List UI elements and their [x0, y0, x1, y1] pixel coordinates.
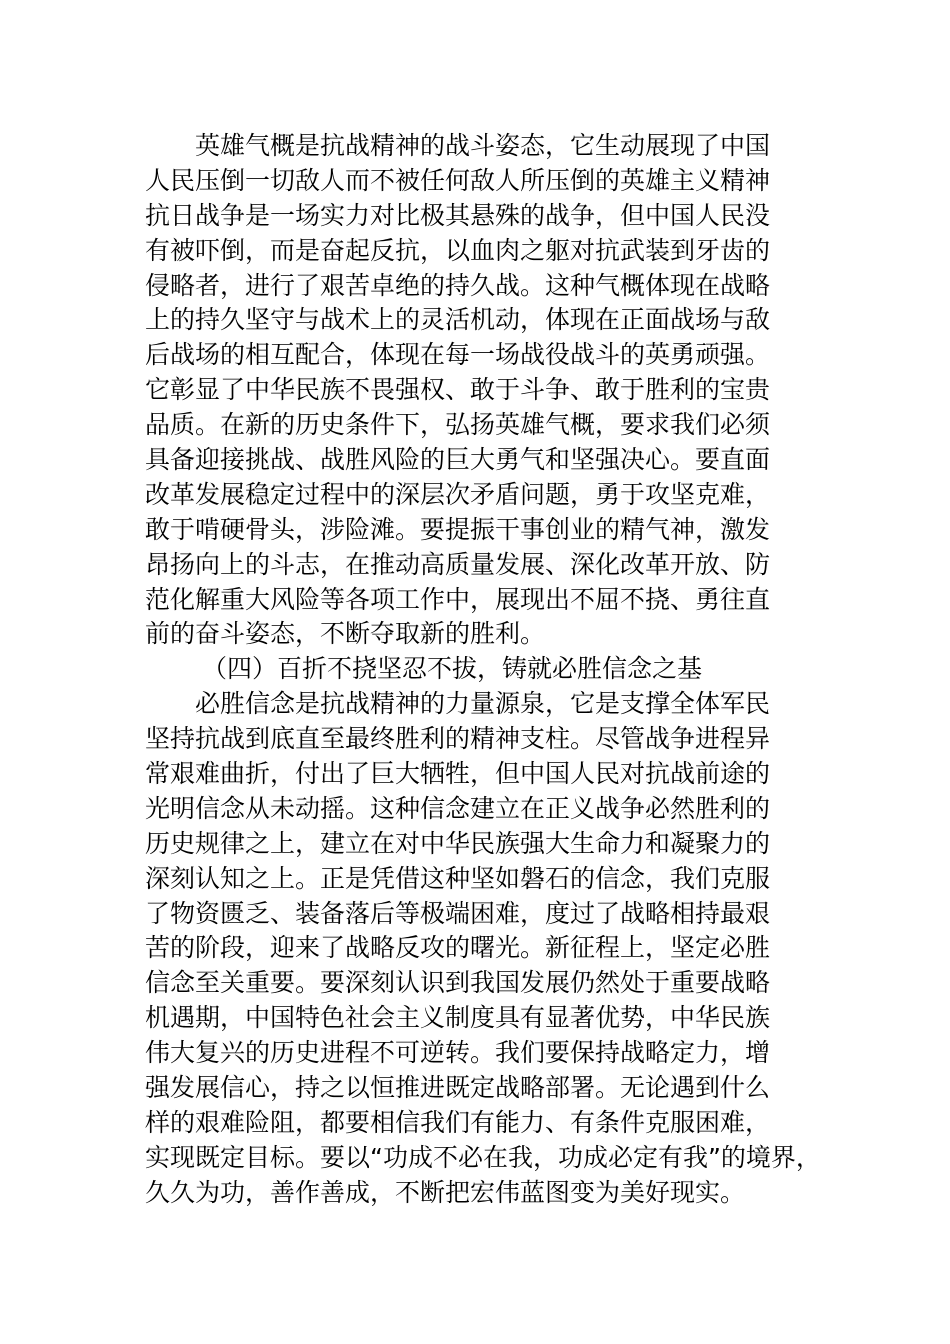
paragraph-line: 英雄气概是抗战精神的战斗姿态，它生动展现了中国 [195, 131, 771, 160]
paragraph-line: 范化解重大风险等各项工作中，展现出不屈不挠、勇往直 [145, 584, 771, 614]
paragraph-line: 了物资匮乏、装备落后等极端困难，度过了战略相持最艰 [145, 898, 771, 928]
paragraph-line: 样的艰难险阻，都要相信我们有能力、有条件克服困难， [145, 1107, 771, 1137]
paragraph-line: 具备迎接挑战、战胜风险的巨大勇气和坚强决心。要直面 [145, 445, 771, 475]
paragraph-line: 前的奋斗姿态，不断夺取新的胜利。 [145, 619, 546, 649]
paragraph-line: 光明信念从未动摇。这种信念建立在正义战争必然胜利的 [145, 793, 771, 823]
paragraph-heroic-spirit [145, 129, 835, 652]
paragraph-line: 实现既定目标。要以“功成不必在我，功成必定有我”的境界， [145, 1142, 821, 1172]
paragraph-line: 有被吓倒，而是奋起反抗，以血肉之躯对抗武装到牙齿的 [145, 235, 771, 265]
paragraph-line: 抗日战争是一场实力对比极其悬殊的战争，但中国人民没 [145, 200, 771, 230]
paragraph-line: 信念至关重要。要深刻认识到我国发展仍然处于重要战略 [145, 968, 771, 998]
paragraph-line: 深刻认知之上。正是凭借这种坚如磐石的信念，我们克服 [145, 863, 771, 893]
paragraph-line: 历史规律之上，建立在对中华民族强大生命力和凝聚力的 [145, 828, 771, 858]
section-heading: （四）百折不挠坚忍不拔，铸就必胜信念之基 [202, 654, 703, 684]
paragraph-line: 品质。在新的历史条件下，弘扬英雄气概，要求我们必须 [145, 410, 771, 440]
paragraph-line: 强发展信心，持之以恒推进既定战略部署。无论遇到什么 [145, 1073, 771, 1103]
paragraph-line: 伟大复兴的历史进程不可逆转。我们要保持战略定力，增 [145, 1038, 771, 1068]
paragraph-line: 必胜信念是抗战精神的力量源泉，它是支撑全体军民 [195, 689, 771, 719]
paragraph-firm-belief [145, 687, 835, 1210]
paragraph-line: 久久为功，善作善成，不断把宏伟蓝图变为美好现实。 [145, 1177, 746, 1207]
paragraph-line: 苦的阶段，迎来了战略反攻的曙光。新征程上，坚定必胜 [145, 933, 771, 963]
document-body [145, 129, 835, 1211]
paragraph-line: 机遇期，中国特色社会主义制度具有显著优势，中华民族 [145, 1003, 771, 1033]
paragraph-line: 后战场的相互配合，体现在每一场战役战斗的英勇顽强。 [145, 340, 771, 370]
paragraph-line: 它彰显了中华民族不畏强权、敢于斗争、敢于胜利的宝贵 [145, 375, 771, 405]
paragraph-line: 人民压倒一切敌人而不被任何敌人所压倒的英雄主义精神 [145, 165, 771, 195]
paragraph-line: 上的持久坚守与战术上的灵活机动，体现在正面战场与敌 [145, 305, 771, 335]
paragraph-line: 侵略者，进行了艰苦卓绝的持久战。这种气概体现在战略 [145, 270, 771, 300]
paragraph-line: 昂扬向上的斗志，在推动高质量发展、深化改革开放、防 [145, 549, 771, 579]
paragraph-line: 改革发展稳定过程中的深层次矛盾问题，勇于攻坚克难， [145, 479, 771, 509]
paragraph-line: 常艰难曲折，付出了巨大牺牲，但中国人民对抗战前途的 [145, 759, 771, 789]
paragraph-line: 坚持抗战到底直至最终胜利的精神支柱。尽管战争进程异 [145, 724, 771, 754]
paragraph-line: 敢于啃硬骨头，涉险滩。要提振干事创业的精气神，激发 [145, 514, 771, 544]
